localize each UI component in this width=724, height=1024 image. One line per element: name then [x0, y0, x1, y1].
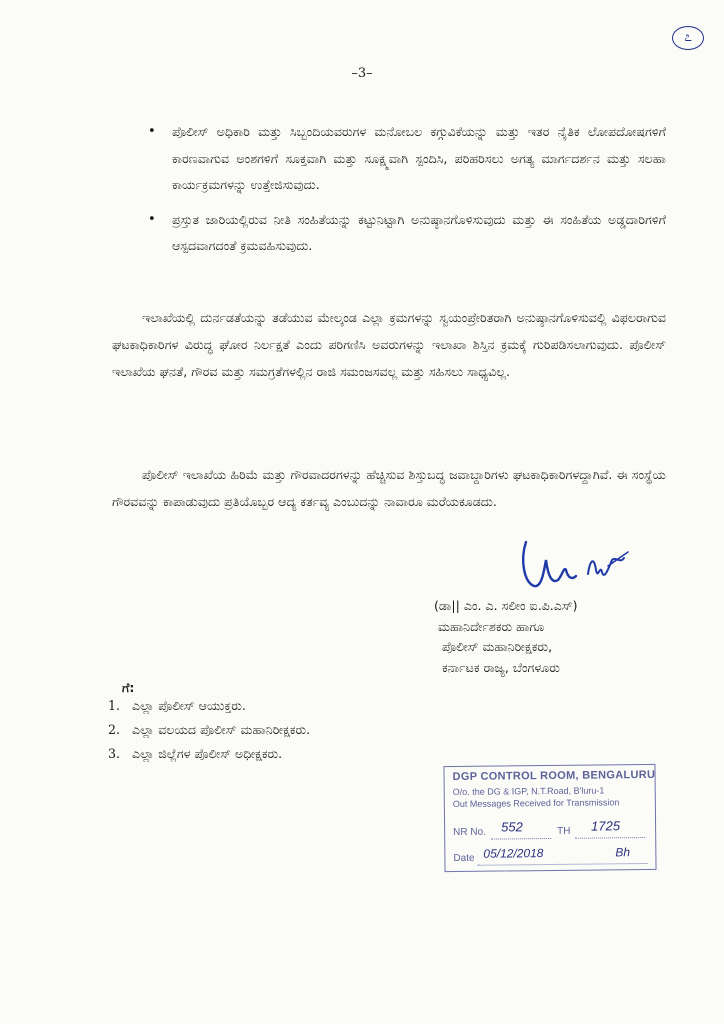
signatory-name: (ಡಾ|| ಎಂ. ಎ. ಸಲೀಂ ಐ.ಪಿ.ಎಸ್) — [434, 598, 578, 613]
signatory-designation: ಮಹಾನಿರ್ದೇಶಕರು ಹಾಗೂ — [438, 618, 545, 634]
signatory-block — [434, 596, 674, 678]
recipient-list — [108, 694, 310, 766]
stamp-initials: Bh — [615, 845, 631, 860]
stamp-nr-value: 552 — [501, 819, 523, 835]
signatory-designation: ಕರ್ನಾಟಕ ರಾಜ್ಯ, ಬೆಂಗಳೂರು — [442, 659, 560, 675]
stamp-th-value: 1725 — [591, 818, 621, 834]
control-room-stamp — [443, 764, 656, 872]
bullet-list — [146, 119, 666, 268]
stamp-nr-label: NR No. — [453, 826, 486, 839]
list-item: 1. ಎಲ್ಲಾ ಪೊಲೀಸ್ ಆಯುಕ್ತರು. — [108, 698, 246, 713]
bullet-item: • ಪ್ರಸ್ತುತ ಜಾರಿಯಲ್ಲಿರುವ ನೀತಿ ಸಂಹಿತೆಯನ್ನು ಕಟ್ಟುನಿಟ್ಟಾಗಿ ಅನುಷ್ಠಾನಗೊಳಿಸುವುದು ಮತ್ತು ಈ ಸಂಹಿತೆಯ ಅಡ್ಡದಾರಿಗಳಿಗೆ ಆಸ್ಪದವಾಗದಂತೆ ಕ್ರಮವಹಿಸುವುದು. — [146, 207, 666, 260]
stamp-subtitle: Out Messages Received for Transmission — [452, 797, 620, 810]
body-paragraph: ಪೊಲೀಸ್ ಇಲಾಖೆಯ ಹಿರಿಮೆ ಮತ್ತು ಗೌರವಾದರಗಳನ್ನು ಹೆಚ್ಚಿಸುವ ಶಿಸ್ತುಬದ್ಧ ಜವಾಬ್ದಾರಿಗಳು ಘಟಕಾಧಿಕಾರಿಗಳದ್ದಾಗಿವೆ. ಈ ಸಂಸ್ಥೆಯ ಗೌರವವನ್ನು ಕಾಪಾಡುವುದು ಪ್ರತಿಯೊಬ್ಬರ ಆದ್ಯ ಕರ್ತವ್ಯ ಎಂಬುದನ್ನು ನಾವಾರೂ ಮರೆಯಕೂಡದು. — [112, 467, 666, 509]
stamp-date-label: Date — [453, 852, 475, 865]
handwritten-signature — [516, 530, 636, 600]
bullet-item: • ಪೊಲೀಸ್ ಅಧಿಕಾರಿ ಮತ್ತು ಸಿಬ್ಬಂದಿಯವರುಗಳ ಮನೋಬಲ ಕಗ್ಗುವಿಕೆಯನ್ನು ಮತ್ತು ಇತರ ನೈತಿಕ ಲೋಪದೋಷಗಳಿಗೆ ಕಾರಣವಾಗುವ ಅಂಶಗಳಿಗೆ ಸೂಕ್ತವಾಗಿ ಮತ್ತು ಸೂಕ್ಷ್ಮವಾಗಿ ಸ್ಪಂದಿಸಿ, ಪರಿಹರಿಸಲು ಅಗತ್ಯ ಮಾರ್ಗದರ್ಶನ ಮತ್ತು ಸಲಹಾ ಕಾರ್ಯಕ್ರಮಗಳನ್ನು ಉತ್ತೇಜಿಸುವುದು. — [146, 119, 666, 199]
stamp-title: DGP CONTROL ROOM, BENGALURU — [452, 768, 656, 784]
stamp-address: O/o. the DG & IGP, N.T.Road, B'luru-1 — [452, 785, 605, 798]
stamp-th-label: TH — [557, 825, 571, 837]
corner-page-number: ೭ — [672, 26, 704, 50]
signatory-designation: ಪೊಲೀಸ್ ಮಹಾನಿರೀಕ್ಷಕರು, — [442, 639, 553, 654]
list-item: 2. ಎಲ್ಲಾ ವಲಯದ ಪೊಲೀಸ್ ಮಹಾನಿರೀಕ್ಷಕರು. — [108, 722, 311, 737]
body-paragraph: ಇಲಾಖೆಯಲ್ಲಿ ದುರ್ನಡತೆಯನ್ನು ತಡೆಯುವ ಮೇಲ್ಕಂಡ ಎಲ್ಲಾ ಕ್ರಮಗಳನ್ನು ಸ್ವಯಂಪ್ರೇರಿತರಾಗಿ ಅನುಷ್ಠಾನಗೊಳಿಸುವಲ್ಲಿ ವಿಫಲರಾಗುವ ಘಟಕಾಧಿಕಾರಿಗಳ ವಿರುದ್ಧ ಘೋರ ನಿರ್ಲಕ್ಷತೆ ಎಂದು ಪರಿಗಣಿಸಿ ಅವರುಗಳನ್ನು ಇಲಾಖಾ ಶಿಸ್ತಿನ ಕ್ರಮಕ್ಕೆ ಗುರಿಪಡಿಸಲಾಗುವುದು. ಪೊಲೀಸ್ ಇಲಾಖೆಯ ಘನತೆ, ಗೌರವ ಮತ್ತು ಸಮಗ್ರತೆಗಳಲ್ಲಿನ ರಾಜಿ ಸಮಂಜಸವಲ್ಲ ಮತ್ತು ಸಹಿಸಲು ಸಾಧ್ಯವಿಲ್ಲ. — [112, 310, 666, 379]
list-item: 3. ಎಲ್ಲಾ ಜಿಲ್ಲೆಗಳ ಪೊಲೀಸ್ ಅಧೀಕ್ಷಕರು. — [108, 746, 283, 761]
page-number: –3– — [351, 66, 373, 81]
recipients-heading: ಗೆ: — [122, 680, 135, 695]
stamp-date-value: 05/12/2018 — [483, 846, 544, 861]
